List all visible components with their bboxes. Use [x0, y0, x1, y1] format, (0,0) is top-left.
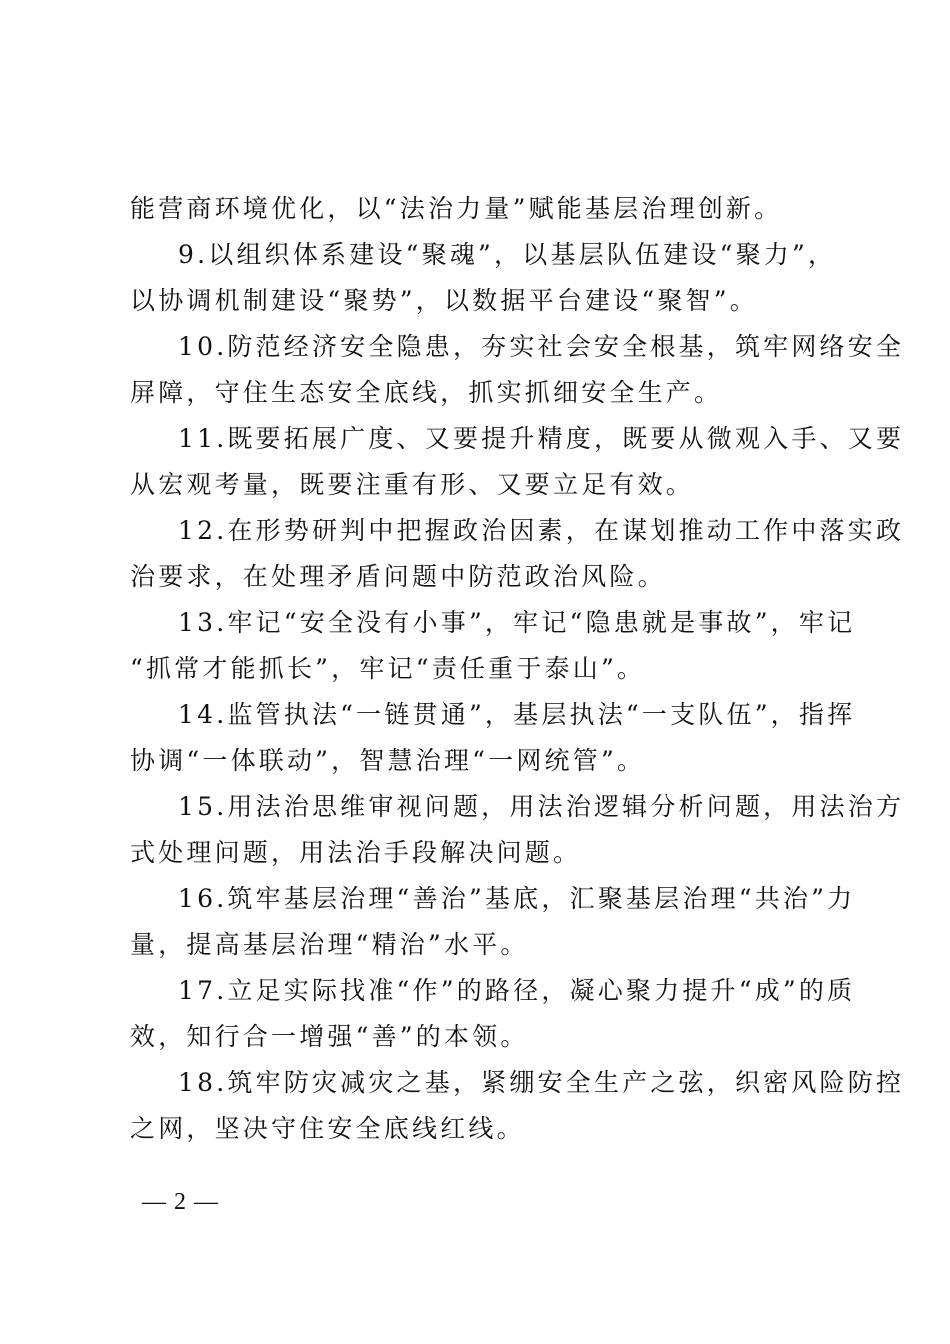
paragraph-18-line-1: 18.筑牢防灾减灾之基，紧绷安全生产之弦，织密风险防控 [178, 1068, 905, 1097]
paragraph-13-line-2: “抓常才能抓长”，牢记“责任重于泰山”。 [130, 654, 646, 683]
paragraph-18-line-2: 之网，坚决守住安全底线红线。 [130, 1114, 525, 1143]
paragraph-9-line-1: 9.以组织体系建设“聚魂”，以基层队伍建设“聚力”， [178, 240, 837, 269]
paragraph-12-line-1: 12.在形势研判中把握政治因素，在谋划推动工作中落实政 [178, 516, 905, 545]
paragraph-10-line-2: 屏障，守住生态安全底线，抓实抓细安全生产。 [130, 378, 723, 407]
paragraph-16-line-2: 量，提高基层治理“精治”水平。 [130, 930, 529, 959]
paragraph-11-line-2: 从宏观考量，既要注重有形、又要立足有效。 [130, 470, 695, 499]
paragraph-14-line-2: 协调“一体联动”，智慧治理“一网统管”。 [130, 746, 646, 775]
document-body [130, 186, 905, 1152]
paragraph-13-line-1: 13.牢记“安全没有小事”，牢记“隐患就是事故”，牢记 [178, 608, 856, 637]
paragraph-15-line-1: 15.用法治思维审视问题，用法治逻辑分析问题，用法治方 [178, 792, 905, 821]
paragraph-9-line-2: 以协调机制建设“聚势”，以数据平台建设“聚智”。 [130, 286, 758, 315]
paragraph-12-line-2: 治要求，在处理矛盾问题中防范政治风险。 [130, 562, 666, 591]
paragraph-16-line-1: 16.筑牢基层治理“善治”基底，汇聚基层治理“共治”力 [178, 884, 856, 913]
paragraph-11-line-1: 11.既要拓展广度、又要提升精度，既要从微观入手、又要 [178, 424, 905, 453]
paragraph-10-line-1: 10.防范经济安全隐患，夯实社会安全根基，筑牢网络安全 [178, 332, 905, 361]
page-number: — 2 — [142, 1189, 219, 1215]
paragraph-8-line-2: 能营商环境优化，以“法治力量”赋能基层治理创新。 [130, 194, 783, 223]
paragraph-15-line-2: 式处理问题，用法治手段解决问题。 [130, 838, 582, 867]
paragraph-17-line-1: 17.立足实际找准“作”的路径，凝心聚力提升“成”的质 [178, 976, 856, 1005]
paragraph-14-line-1: 14.监管执法“一链贯通”，基层执法“一支队伍”，指挥 [178, 700, 856, 729]
paragraph-17-line-2: 效，知行合一增强“善”的本领。 [130, 1022, 529, 1051]
